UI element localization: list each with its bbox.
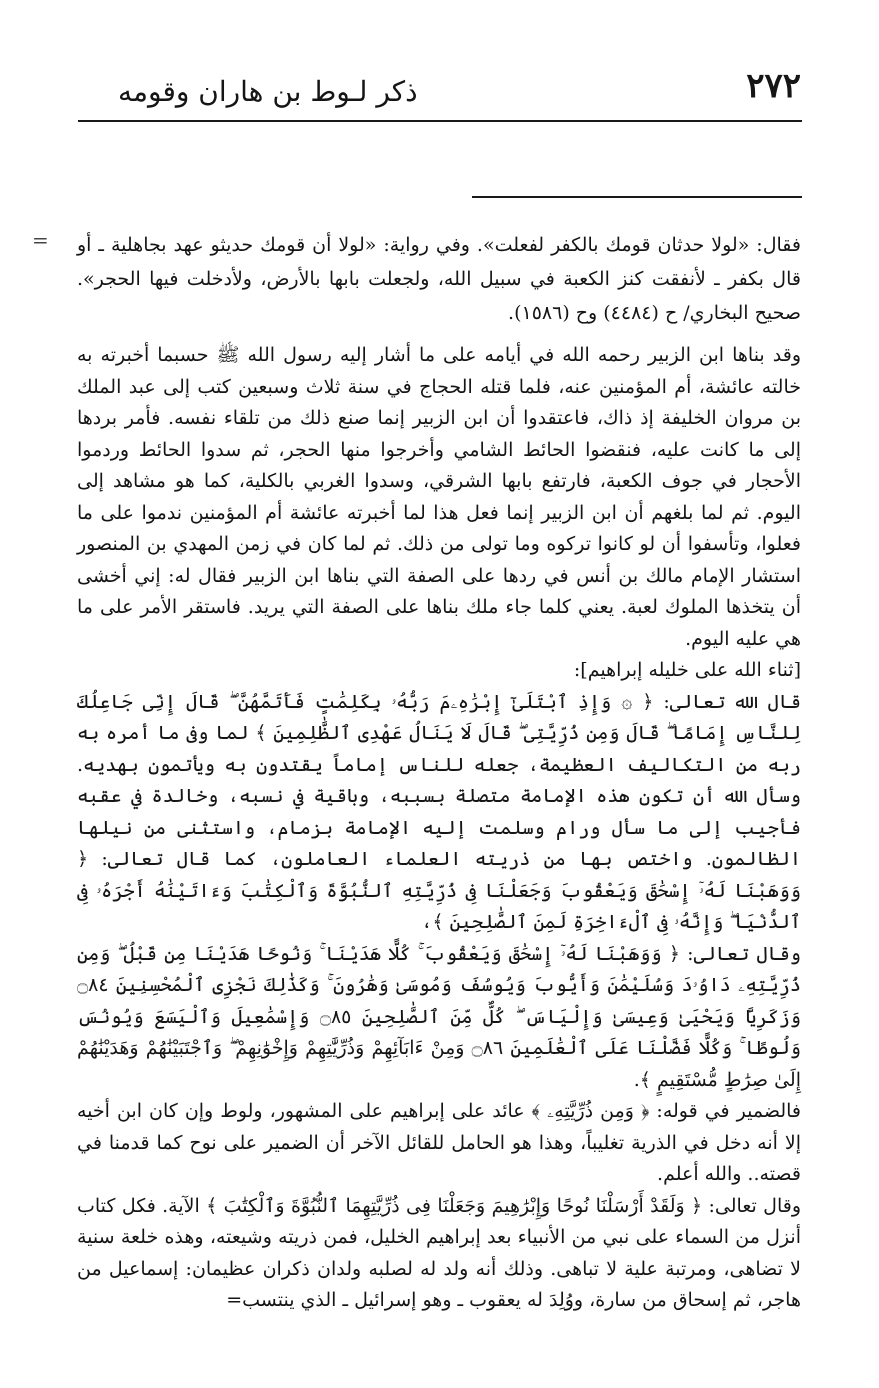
section-heading: [ثناء الله على خليله إبراهيم]: — [573, 659, 801, 681]
footnote-continuation: فقال: «لولا حدثان قومك بالكفر لفعلت». وفي رواية: «لولا أن قومك حديثو عهد بجاهلية ـ أو قال بكفر ـ لأنفقت كنز الكعبة في سبيل الله، ولجعلت بابها بالأرض، ولأدخلت فيها الحجر». صحيح البخاري/ ح (٤٤٨٤) وح (١٥٨٦). — [77, 234, 801, 324]
paragraph-pronoun-note: فالضمير في قوله: ﴿ وَمِن ذُرِّيَّتِهِۦ ﴾ عائد على إبراهيم على المشهور، ولوط وإن كان ابن أخيه إلا أنه دخل في الذرية تغليباً، وهذا هو الحامل للقائل الآخر أن الضمير على نوح كما قدمنا في قصته.. والله أعلم. — [77, 1100, 801, 1185]
footnote-separator — [472, 196, 802, 198]
main-text — [77, 340, 801, 1317]
paragraph-prophethood-lineage: وقال تعالى: ﴿ وَلَقَدْ أَرْسَلْنَا نُوحًا وَإِبْرَٰهِيمَ وَجَعَلْنَا فِى ذُرِّيَّتِهِمَا ٱلنُّبُوَّةَ وَٱلْكِتَٰبَ ﴾ الآية. فكل كتاب أنزل من السماء على نبي من الأنبياء بعد إبراهيم الخليل، فمن ذريته وشيعته، وهذه خلعة سنية لا تضاهى، ومرتبة علية لا تباهى. وذلك أنه ولد له لصلبه ولدان ذكران عظيمان: إسماعيل من هاجر، ثم إسحاق من سارة، ووُلِدَ له يعقوب ـ وهو إسرائيل ـ الذي ينتسب= — [77, 1194, 801, 1311]
page-number: ٢٧٢ — [746, 66, 801, 106]
paragraph-imamate-verse: قال الله تعالى: ﴿ ۞ وَإِذِ ٱبْتَلَىٰٓ إِبْرَٰهِۦمَ رَبُّهُۥ بِكَلِمَٰتٍ فَأَتَمَّهُنَّ ۖ قَالَ إِنِّى جَاعِلُكَ لِلنَّاسِ إِمَامًا ۖ قَالَ وَمِن ذُرِّيَّتِى ۖ قَالَ لَا يَنَالُ عَهْدِى ٱلظَّٰلِمِينَ ﴾ لما وفى ما أمره به ربه من التكاليف العظيمة، جعله للناس إماماً يقتدون به ويأتمون بهديه. وسأل الله أن تكون هذه الإمامة متصلة بسببه، وباقية في نسبه، وخالدة في عقبه فأجيب إلى ما سأل ورام وسلمت إليه الإمامة بزمام، واستثنى من نيلها الظالمون. واختص بها من ذريته العلماء العاملون، كما قال تعالى: ﴿ وَوَهَبْنَا لَهُۥٓ إِسْحَٰقَ وَيَعْقُوبَ وَجَعَلْنَا فِى ذُرِّيَّتِهِ ٱلنُّبُوَّةَ وَٱلْكِتَٰبَ وَءَاتَيْنَٰهُ أَجْرَهُۥ فِى ٱلدُّنْيَا ۖ وَإِنَّهُۥ فِى ٱلْءَاخِرَةِ لَمِنَ ٱلصَّٰلِحِينَ ﴾، — [77, 690, 801, 933]
paragraph-prophets-verse: وقال تعالى: ﴿ وَوَهَبْنَا لَهُۥٓ إِسْحَٰقَ وَيَعْقُوبَ ۚ كُلًّا هَدَيْنَا ۚ وَنُوحًا هَدَيْنَا مِن قَبْلُ ۖ وَمِن ذُرِّيَّتِهِۦ دَاوُۥدَ وَسُلَيْمَٰنَ وَأَيُّوبَ وَيُوسُفَ وَمُوسَىٰ وَهَٰرُونَ ۚ وَكَذَٰلِكَ نَجْزِى ٱلْمُحْسِنِينَ ۝٨٤ وَزَكَرِيَّا وَيَحْيَىٰ وَعِيسَىٰ وَإِلْيَاسَ ۖ كُلٌّ مِّنَ ٱلصَّٰلِحِينَ ۝٨٥ وَإِسْمَٰعِيلَ وَٱلْيَسَعَ وَيُونُسَ وَلُوطًا ۚ وَكُلًّا فَضَّلْنَا عَلَى ٱلْعَٰلَمِينَ ۝٨٦ وَمِنْ ءَابَآئِهِمْ وَذُرِّيَّٰتِهِمْ وَإِخْوَٰنِهِمْ ۖ وَٱجْتَبَيْنَٰهُمْ وَهَدَيْنَٰهُمْ إِلَىٰ صِرَٰطٍ مُّسْتَقِيمٍ ﴾. — [77, 942, 801, 1091]
paragraph-kaaba-rebuilding: وقد بناها ابن الزبير رحمه الله في أيامه على ما أشار إليه رسول الله ﷺ حسبما أخبرته به خالته عائشة، أم المؤمنين عنه، فلما قتله الحجاج في سنة ثلاث وسبعين كتب إلى عبد الملك بن مروان الخليفة إذ ذاك، فاعتقدوا أن ابن الزبير إنما صنع ذلك من تلقاء نفسه. فأمر بردها إلى ما كانت عليه، فنقضوا الحائط الشامي وأخرجوا منها الحجر، ثم سدوا الحائط وردموا الأحجار في جوف الكعبة، فارتفع بابها الشرقي، وسدوا الغربي بالكلية، كما هو مشاهد إلى اليوم. ثم لما بلغهم أن ابن الزبير إنما فعل هذا لما أخبرته عائشة أم المؤمنين ندموا على ما فعلوا، وتأسفوا أن لو كانوا تركوه وما تولى من ذلك. ثم لما كان في زمن المهدي بن المنصور استشار الإمام مالك بن أنس في ردها على الصفة التي بناها ابن الزبير فقال له: إني أخشى أن يتخذها الملوك لعبة. يعني كلما جاء ملك بناها على الصفة التي يريد. فاستقر الأمر على ما هي عليه اليوم. — [77, 344, 801, 650]
running-title: ذكر لـوط بن هاران وقومه — [118, 75, 418, 108]
header-rule — [78, 120, 802, 122]
continuation-mark: = — [32, 228, 49, 252]
